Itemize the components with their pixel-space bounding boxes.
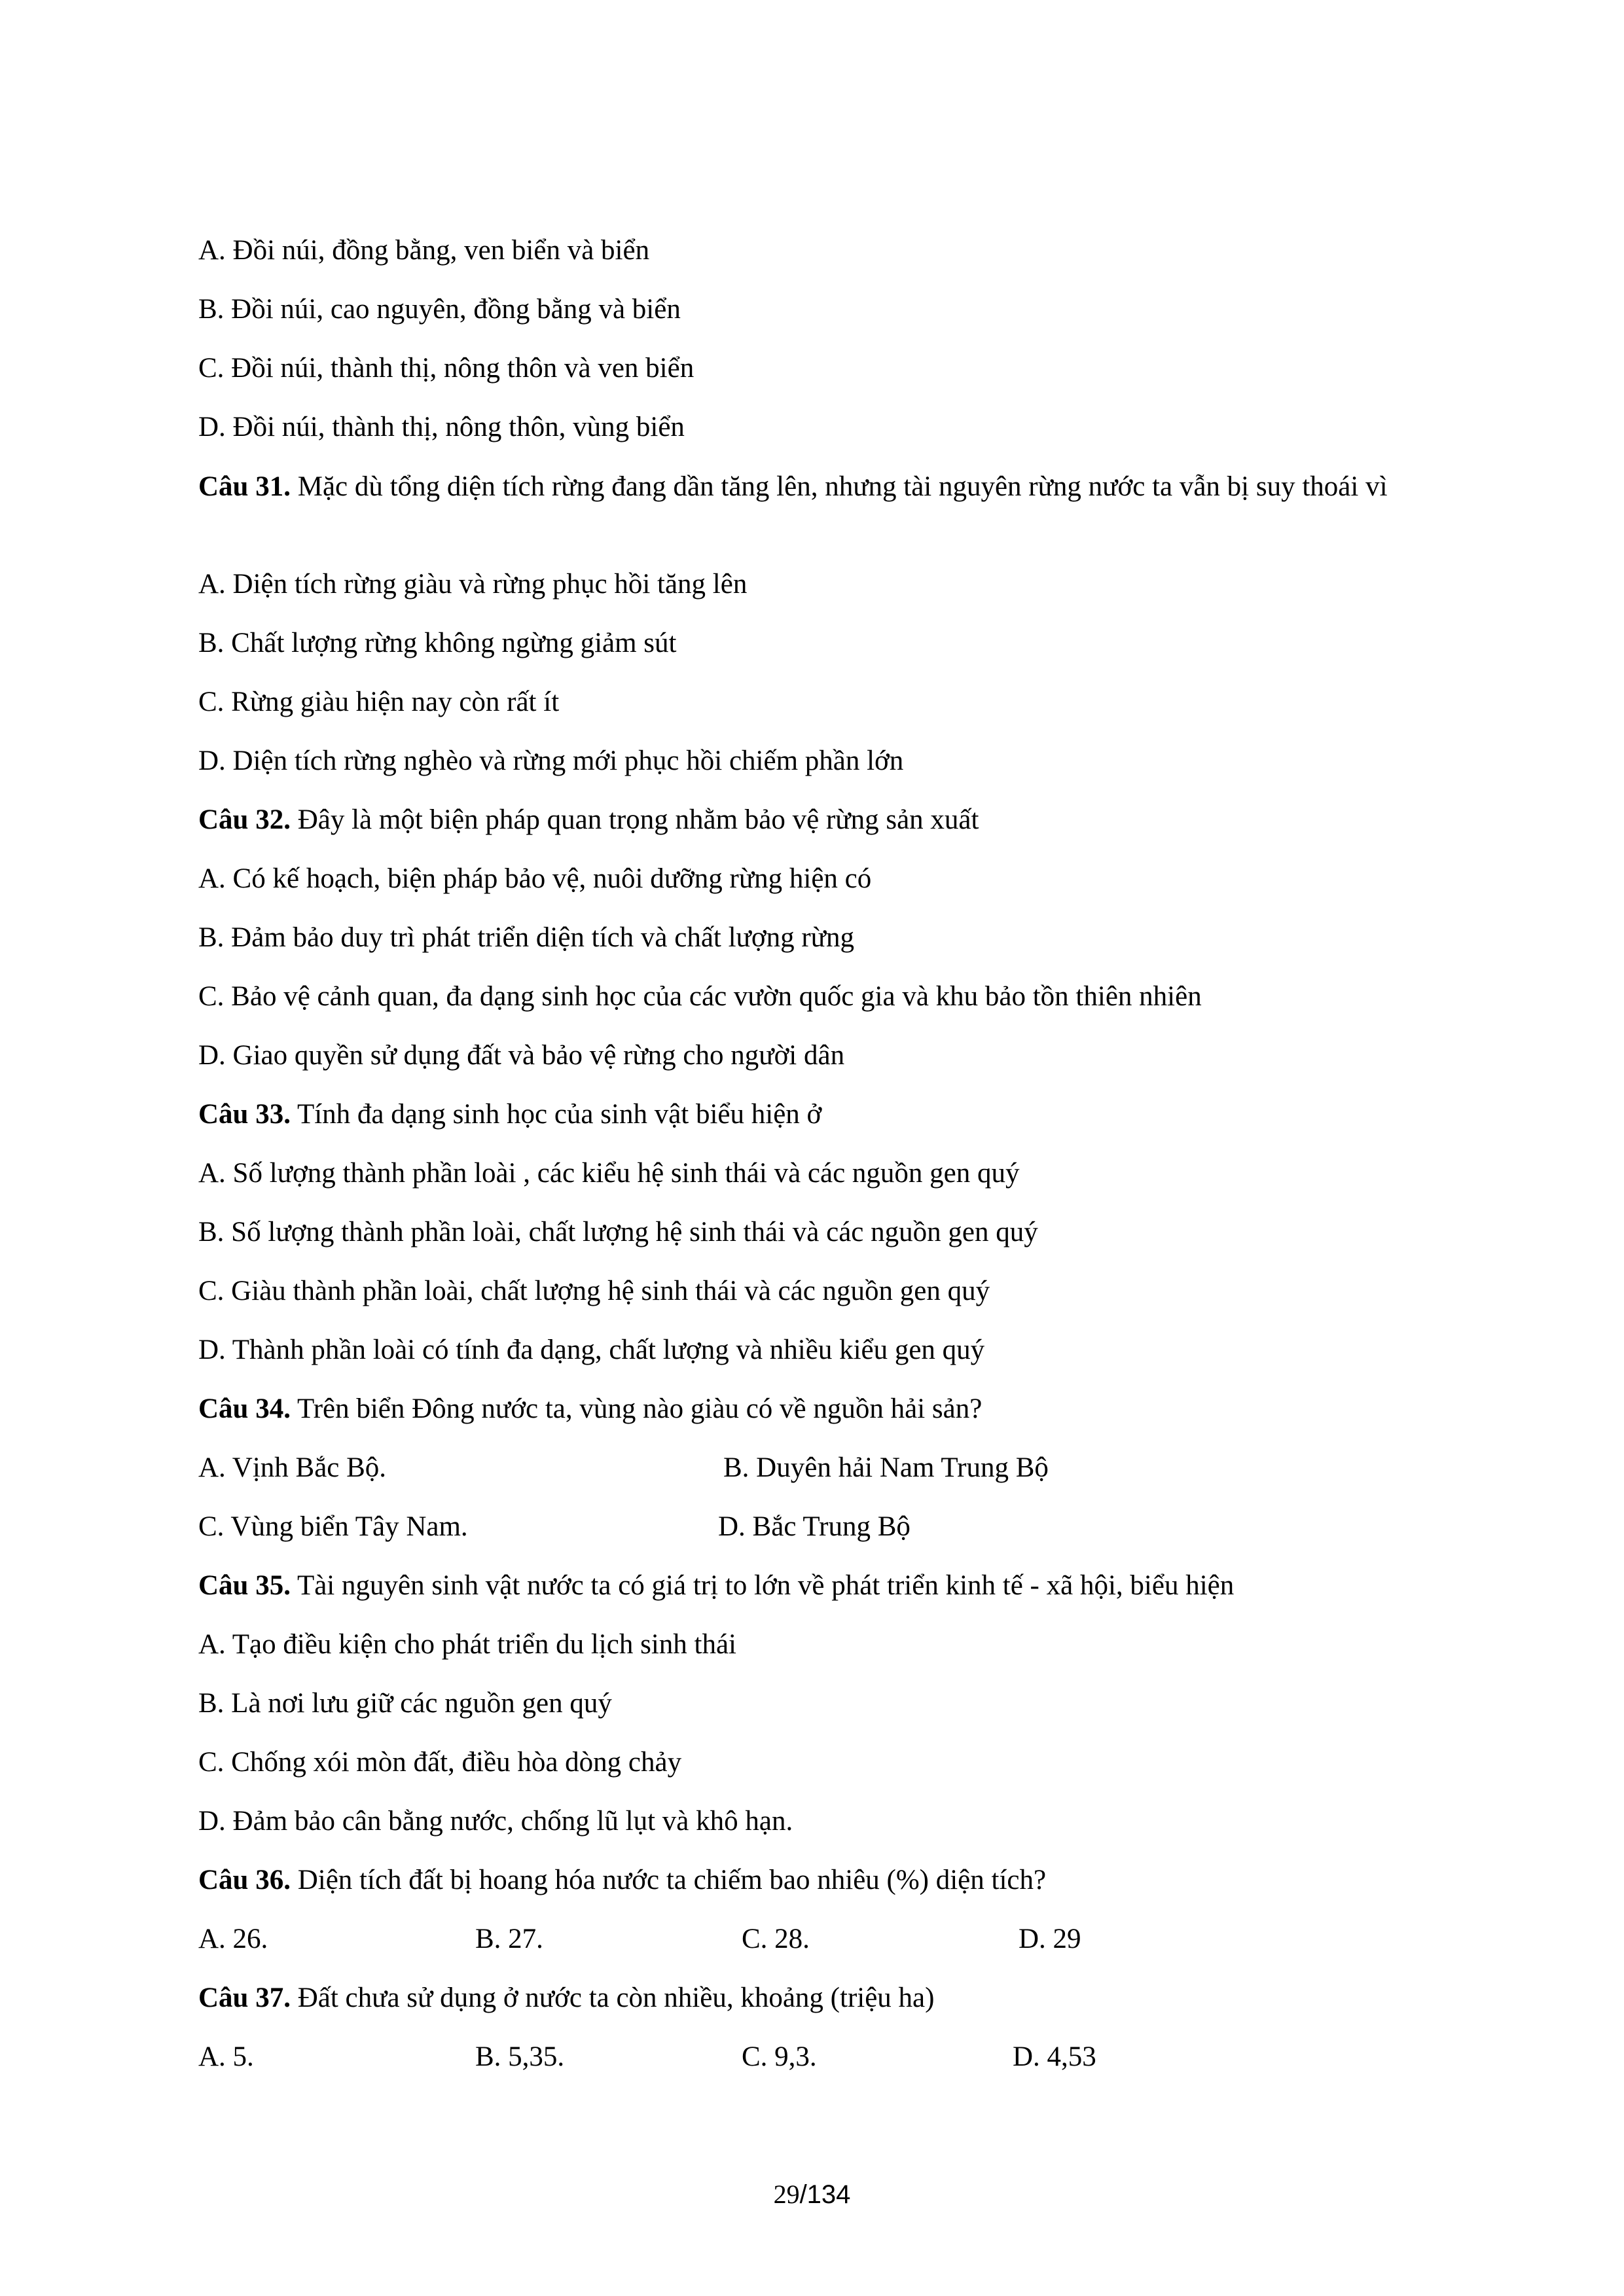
q34-option-b: B. Duyên hải Nam Trung Bộ <box>723 1452 1049 1483</box>
q34-option-a: A. Vịnh Bắc Bộ. <box>198 1452 387 1483</box>
q33-option-b: B. Số lượng thành phần loài, chất lượng hệ sinh thái và các nguồn gen quý <box>198 1217 1038 1247</box>
page-number <box>0 2178 1624 2211</box>
q36-option-a: A. 26. <box>198 1924 268 1954</box>
q36-option-d: D. 29 <box>1019 1924 1081 1954</box>
q33-question <box>198 1098 821 1131</box>
q34-label: Câu 34. <box>198 1393 291 1424</box>
q33-label: Câu 33. <box>198 1099 291 1130</box>
q34-text: Trên biển Đông nước ta, vùng nào giàu có về nguồn hải sản? <box>290 1393 983 1424</box>
q36-option-b: B. 27. <box>475 1924 543 1954</box>
q30-option-a: A. Đồi núi, đồng bằng, ven biển và biển <box>198 235 650 266</box>
q34-option-d: D. Bắc Trung Bộ <box>718 1511 911 1542</box>
q35-label: Câu 35. <box>198 1570 291 1601</box>
q33-option-d: D. Thành phần loài có tính đa dạng, chất lượng và nhiều kiểu gen quý <box>198 1335 985 1365</box>
q32-option-b: B. Đảm bảo duy trì phát triển diện tích và chất lượng rừng <box>198 922 854 953</box>
q37-option-a: A. 5. <box>198 2041 254 2072</box>
q32-option-d: D. Giao quyền sử dụng đất và bảo vệ rừng cho người dân <box>198 1040 845 1071</box>
q33-option-c: C. Giàu thành phần loài, chất lượng hệ sinh thái và các nguồn gen quý <box>198 1276 990 1306</box>
page-number-total: /134 <box>799 2180 851 2209</box>
q31-option-d: D. Diện tích rừng nghèo và rừng mới phục hồi chiếm phần lớn <box>198 745 904 776</box>
q34-option-c: C. Vùng biển Tây Nam. <box>198 1511 468 1542</box>
q37-option-b: B. 5,35. <box>475 2041 565 2072</box>
q31-option-c: C. Rừng giàu hiện nay còn rất ít <box>198 687 560 717</box>
q37-question <box>198 1982 934 2015</box>
q30-option-c: C. Đồi núi, thành thị, nông thôn và ven biển <box>198 353 695 384</box>
q31-question <box>198 462 1455 511</box>
q35-text: Tài nguyên sinh vật nước ta có giá trị to lớn về phát triển kinh tế - xã hội, biểu hiện <box>290 1570 1235 1601</box>
q30-option-b: B. Đồi núi, cao nguyên, đồng bằng và biển <box>198 294 681 325</box>
q35-option-b: B. Là nơi lưu giữ các nguồn gen quý <box>198 1688 612 1719</box>
q35-option-c: C. Chống xói mòn đất, điều hòa dòng chảy <box>198 1747 682 1778</box>
q36-question <box>198 1864 1046 1897</box>
q37-label: Câu 37. <box>198 1982 291 2013</box>
q31-label: Câu 31. <box>198 471 291 502</box>
q36-option-c: C. 28. <box>742 1924 810 1954</box>
q32-option-c: C. Bảo vệ cảnh quan, đa dạng sinh học của các vườn quốc gia và khu bảo tồn thiên nhiên <box>198 981 1202 1012</box>
q31-text: Mặc dù tổng diện tích rừng đang dần tăng lên, nhưng tài nguyên rừng nước ta vẫn bị suy thoái vì <box>290 471 1388 502</box>
q35-option-d: D. Đảm bảo cân bằng nước, chống lũ lụt và khô hạn. <box>198 1806 793 1837</box>
q31-option-a: A. Diện tích rừng giàu và rừng phục hồi tăng lên <box>198 569 748 600</box>
q32-option-a: A. Có kế hoạch, biện pháp bảo vệ, nuôi dưỡng rừng hiện có <box>198 863 872 894</box>
q37-option-c: C. 9,3. <box>742 2041 817 2072</box>
q31-option-b: B. Chất lượng rừng không ngừng giảm sút <box>198 628 677 658</box>
q30-option-d: D. Đồi núi, thành thị, nông thôn, vùng biển <box>198 412 685 442</box>
q37-text: Đất chưa sử dụng ở nước ta còn nhiều, khoảng (triệu ha) <box>290 1982 935 2013</box>
q32-question <box>198 804 979 836</box>
q36-text: Diện tích đất bị hoang hóa nước ta chiếm bao nhiêu (%) diện tích? <box>290 1865 1047 1895</box>
q35-question <box>198 1570 1234 1602</box>
q35-option-a: A. Tạo điều kiện cho phát triển du lịch sinh thái <box>198 1629 736 1660</box>
q34-question <box>198 1393 982 1426</box>
q37-option-d: D. 4,53 <box>1013 2041 1096 2072</box>
q32-text: Đây là một biện pháp quan trọng nhằm bảo vệ rừng sản xuất <box>290 804 979 835</box>
q33-text: Tính đa dạng sinh học của sinh vật biểu hiện ở <box>290 1099 822 1130</box>
q32-label: Câu 32. <box>198 804 291 835</box>
page-number-current: 29 <box>773 2179 800 2209</box>
q33-option-a: A. Số lượng thành phần loài , các kiểu hệ sinh thái và các nguồn gen quý <box>198 1158 1020 1189</box>
q36-label: Câu 36. <box>198 1865 291 1895</box>
